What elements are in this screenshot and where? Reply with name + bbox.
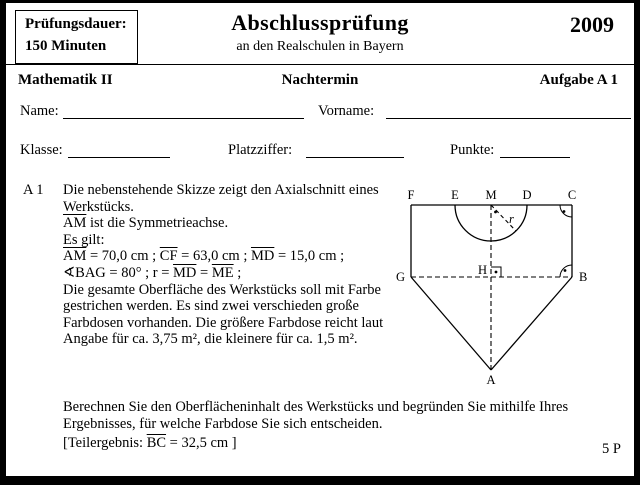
am-value: = 70,0 cm ; [86,248,160,265]
edge-ga [411,277,491,370]
points-badge: 5 P [602,441,621,457]
md-value: = 15,0 cm ; [274,248,345,265]
vorname-label: Vorname: [318,103,375,119]
name-label: Name: [20,103,59,119]
session-label: Nachtermin [281,72,359,88]
point-label-b: B [579,270,588,284]
point-label-f: F [407,188,415,202]
angle-dot-c [563,210,566,213]
equals-sign: = [196,264,212,281]
task-instruction: Berechnen Sie den Oberflächeninhalt des Werkstücks und begründen Sie mithilfe Ihres Ergebnisses, für welche Farbdose Sie sich entscheiden. [63,399,569,432]
angle-dot-b [564,269,567,272]
duration-line1: Prüfungsdauer: [25,16,127,32]
segment-am: $\overline{AM}$ [63,215,87,232]
partial-result-post: = 32,5 cm ] [166,435,237,451]
klasse-label: Klasse: [20,142,63,158]
title-block [6,10,634,55]
es-gilt-label: Es gilt: [63,231,105,248]
platzziffer-field-line [306,157,404,158]
segment-md2: $\overline{MD}$ [173,264,197,281]
angle-dot-m [494,211,497,214]
task-ref-label: Aufgabe A 1 [539,72,618,88]
problem-intro: Die nebenstehende Skizze zeigt den Axialschnitt eines Werkstücks. [63,182,379,215]
angle-given: ∢BAG = 80° ; r = [63,264,174,281]
exam-sheet [6,3,634,476]
punkte-label: Punkte: [450,142,495,158]
point-label-c: C [567,188,577,202]
givens-line-1 [63,248,396,265]
vorname-field-line [386,118,631,119]
segment-am2: $\overline{AM}$ [63,248,87,265]
klasse-field-line [68,157,170,158]
point-label-a: A [486,373,496,387]
subject-label: Mathematik II [18,72,113,88]
radius-label-r: r [509,212,514,226]
problem-number: A 1 [23,182,44,198]
exam-year: 2009 [570,12,614,37]
symmetry-axis-rest: ist die Symmetrieachse. [86,215,229,232]
platzziffer-label: Platzziffer: [228,142,293,158]
givens-line-2-end: ; [233,264,242,281]
partial-result-pre: [Teilergebnis: [63,435,147,451]
point-label-h: H [477,263,487,277]
punkte-field-line [500,157,570,158]
name-field-line [63,118,304,119]
symmetry-axis-line [63,215,396,232]
point-label-m: M [485,188,497,202]
right-angle-mark-c [560,205,572,217]
paint-paragraph: Die gesamte Oberfläche des Werkstücks soll mit Farbe gestrichen werden. Es sind zwei verschieden große Farbdosen vorhanden. Die größere Farbdose reicht laut Angabe für ca. 3,75 m², die kleinere für ca. 1,5 m². [63,281,384,348]
point-label-e: E [451,188,459,202]
angle-dot-h [495,271,498,274]
workpiece-sketch [395,184,634,399]
edge-ba [491,277,572,370]
point-label-d: D [522,188,532,202]
page-title: Abschlussprüfung [231,10,409,35]
problem-text-column [63,182,396,348]
exam-meta-row [6,72,634,92]
givens-line-2 [63,265,396,282]
point-label-g: G [395,270,405,284]
duration-line2: 150 Minuten [25,37,107,54]
segment-md: $\overline{MD}$ [250,248,275,265]
partial-result [63,435,237,452]
segment-cf: $\overline{CF}$ [159,248,178,265]
page-subtitle: an den Realschulen in Bayern [236,39,404,54]
header-divider [6,64,634,65]
cf-value: = 63,0 cm ; [177,248,251,265]
segment-me: $\overline{ME}$ [211,264,234,281]
segment-bc: $\overline{BC}$ [146,435,167,451]
